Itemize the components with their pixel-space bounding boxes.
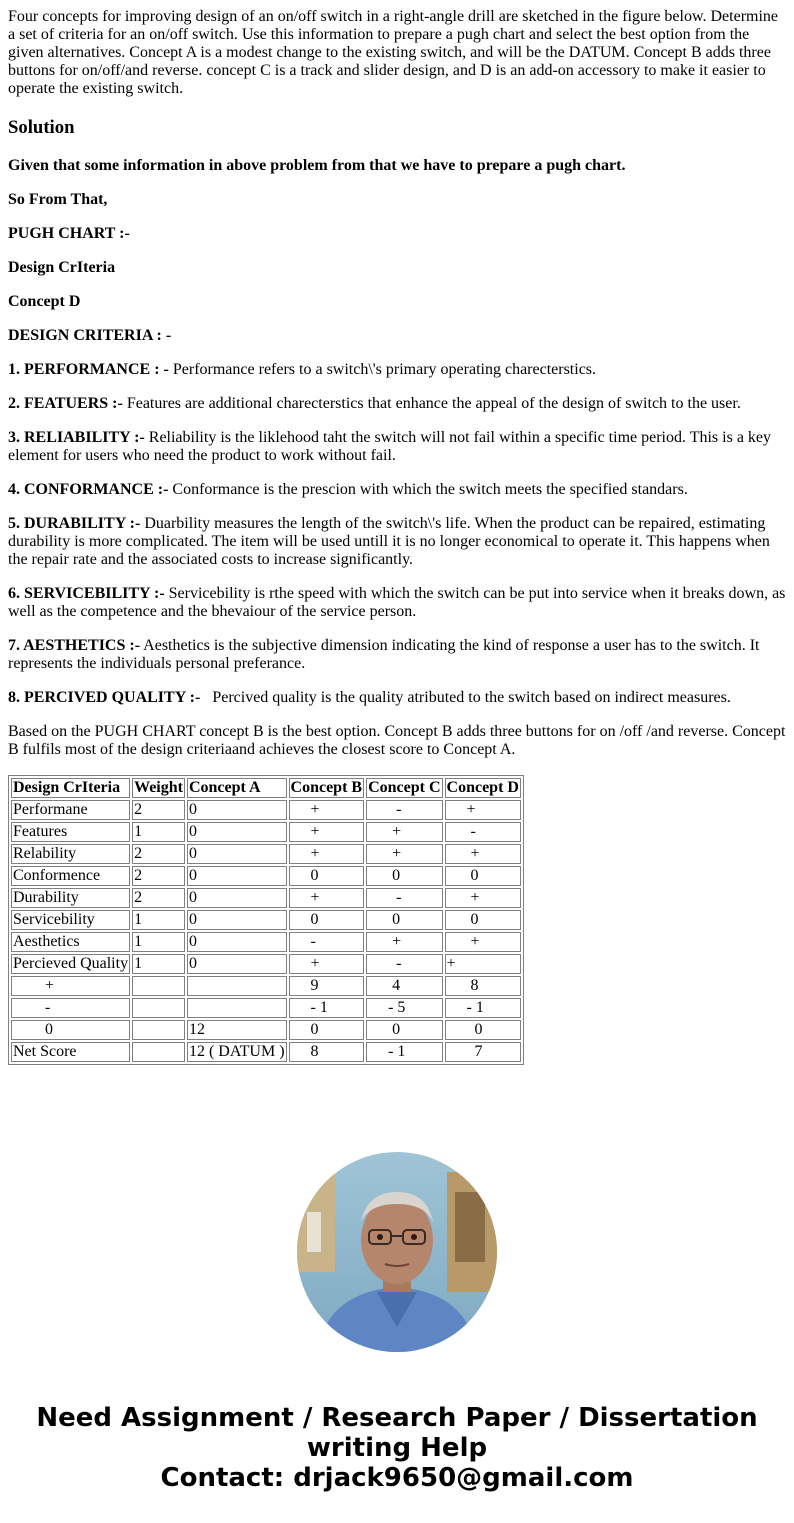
footer-banner (0, 1403, 794, 1493)
design-criteria-label: Design CrIteria (8, 259, 116, 276)
criterion-durability: 5. DURABILITY :- Duarbility measures the length of the switch\'s life. When the product can be repaired, estimating durability is more complicated. The item will be used untill it is no longer economical to operate it. This happens when the repair rate and the associated costs to increase significantly. (8, 515, 770, 568)
table-cell: - (366, 888, 442, 908)
table-header-row (11, 778, 521, 798)
table-row (11, 866, 521, 886)
table-cell: 1 (132, 954, 185, 974)
table-cell: + (289, 800, 365, 820)
footer-line-2: writing Help (306, 1433, 488, 1463)
criterion-conformance: 4. CONFORMANCE :- Conformance is the prescion with which the switch meets the specified standars. (8, 481, 688, 498)
conclusion-text: Based on the PUGH CHART concept B is the best option. Concept B adds three buttons for on /off /and reverse. Concept B fulfils most of the design criteriaand achieves the closest score to Concept A. (8, 723, 786, 758)
table-cell: 0 (187, 910, 287, 930)
table-cell (187, 976, 287, 996)
table-cell: - 5 (366, 998, 442, 1018)
table-cell: 0 (187, 800, 287, 820)
table-row (11, 976, 521, 996)
table-cell (132, 976, 185, 996)
intro-text: Given that some information in above problem from that we have to prepare a pugh chart. (8, 157, 626, 174)
footer-contact: Contact: drjack9650@gmail.com (160, 1463, 634, 1493)
criterion-performance: 1. PERFORMANCE : - Performance refers to a switch\'s primary operating charecterstics. (8, 361, 597, 378)
table-row (11, 1042, 521, 1062)
table-row (11, 888, 521, 908)
header-cell: Concept C (368, 779, 441, 796)
table-cell (187, 998, 287, 1018)
header-cell: Concept A (187, 778, 287, 798)
header-cell: Weight (134, 779, 183, 796)
table-cell: 2 (132, 800, 185, 820)
table-cell: 1 (132, 822, 185, 842)
table-cell: + (366, 844, 442, 864)
table-cell: 2 (132, 888, 185, 908)
table-cell: - 1 (289, 998, 365, 1018)
table-cell: 0 (187, 888, 287, 908)
table-cell: + (289, 888, 365, 908)
table-cell: 0 (366, 1020, 442, 1040)
table-cell: 8 (289, 1042, 365, 1062)
table-cell: 0 (187, 954, 287, 974)
table-cell: Durability (11, 888, 130, 908)
table-cell: 0 (366, 910, 442, 930)
criterion-serviceability: 6. SERVICEBILITY :- Servicebility is rthe speed with which the switch can be put into service when it breaks down, as well as the competence and the bhevaiour of the service person. (8, 585, 786, 620)
table-cell: 0 (445, 1020, 521, 1040)
table-cell: 12 (187, 1020, 287, 1040)
table-cell: 0 (187, 866, 287, 886)
table-cell: Percieved Quality (13, 955, 129, 972)
table-cell: 7 (445, 1042, 521, 1062)
table-cell: + (445, 932, 521, 952)
table-cell: - (445, 822, 521, 842)
table-cell: + (366, 822, 442, 842)
table-cell: Net Score (11, 1042, 130, 1062)
table-cell: Conformence (11, 866, 130, 886)
criterion-reliability: 3. RELIABILITY :- Reliability is the liklehood taht the switch will not fail within a specific time period. This is a key element for users who need the product to work without fail. (8, 429, 772, 464)
table-cell: - (366, 800, 442, 820)
person-portrait-icon (297, 1152, 497, 1352)
table-row (11, 998, 521, 1018)
table-cell: + (445, 954, 521, 974)
table-cell: Relability (11, 844, 130, 864)
table-cell: 1 (132, 932, 185, 952)
table-cell: 2 (132, 866, 185, 886)
problem-statement: Four concepts for improving design of an on/off switch in a right-angle drill are sketched in the figure below. Determine a set of criteria for an on/off switch. Use this information to prepare a pugh chart and select the best option from the given alternatives. Concept A is a modest change to the existing switch, and will be the DATUM. Concept B adds three buttons for on/off/and reverse. concept C is a track and slider design, and D is an add-on accessory to make it easier to operate the existing switch. (8, 8, 779, 97)
footer-line-1: Need Assignment / Research Paper / Dissertation (36, 1403, 758, 1433)
criteria-heading: DESIGN CRITERIA : - (8, 327, 172, 344)
document-body (8, 8, 788, 1065)
table-cell: + (366, 932, 442, 952)
pugh-title: PUGH CHART :- (8, 225, 130, 242)
table-cell: + (445, 888, 521, 908)
table-cell: 9 (289, 976, 365, 996)
solution-heading: Solution (8, 117, 75, 138)
table-row (11, 954, 521, 974)
table-cell: - (11, 998, 130, 1018)
table-cell: - 1 (445, 998, 521, 1018)
table-cell: + (289, 954, 365, 974)
table-cell: 0 (289, 1020, 365, 1040)
table-cell (132, 1042, 185, 1062)
table-cell: 4 (366, 976, 442, 996)
table-cell: - 1 (366, 1042, 442, 1062)
table-cell: 0 (11, 1020, 130, 1040)
table-cell: 0 (289, 866, 365, 886)
table-cell: Servicebility (11, 910, 130, 930)
table-cell: 0 (187, 822, 287, 842)
table-cell (132, 998, 185, 1018)
table-cell: Aesthetics (11, 932, 130, 952)
concept-d-label: Concept D (8, 293, 81, 310)
table-cell: - (289, 932, 365, 952)
table-row (11, 1020, 521, 1040)
table-cell: + (445, 800, 521, 820)
pugh-chart-table (8, 775, 524, 1065)
author-photo (297, 1152, 497, 1352)
criterion-perceived-quality: 8. PERCIVED QUALITY :- Percived quality is the quality atributed to the switch based on indirect measures. (8, 689, 731, 706)
header-cell: Design CrIteria (11, 778, 130, 798)
table-cell: + (445, 844, 521, 864)
table-cell: 0 (445, 866, 521, 886)
table-cell: - (366, 954, 442, 974)
header-cell: Concept B (290, 779, 363, 796)
table-row (11, 910, 521, 930)
criterion-aesthetics: 7. AESTHETICS :- Aesthetics is the subjective dimension indicating the kind of response a user has to the switch. It represents the individuals personal preferance. (8, 637, 760, 672)
table-cell: 0 (187, 844, 287, 864)
table-body (11, 800, 521, 1062)
table-row (11, 844, 521, 864)
table-cell: 0 (187, 932, 287, 952)
table-cell: + (289, 844, 365, 864)
table-cell: 2 (132, 844, 185, 864)
header-cell: Concept D (446, 779, 519, 796)
criterion-features: 2. FEATUERS :- Features are additional charecterstics that enhance the appeal of the design of switch to the user. (8, 395, 741, 412)
table-cell: Performane (11, 800, 130, 820)
table-cell: 0 (445, 910, 521, 930)
table-cell: 12 ( DATUM ) (188, 1043, 285, 1060)
table-cell: 1 (132, 910, 185, 930)
table-cell: 0 (366, 866, 442, 886)
table-cell: + (289, 822, 365, 842)
table-cell (132, 1020, 185, 1040)
table-cell: 8 (445, 976, 521, 996)
table-cell: Features (11, 822, 130, 842)
table-cell: + (11, 976, 130, 996)
table-row (11, 800, 521, 820)
so-from-text: So From That, (8, 191, 108, 208)
table-row (11, 932, 521, 952)
table-row (11, 822, 521, 842)
table-cell: 0 (289, 910, 365, 930)
